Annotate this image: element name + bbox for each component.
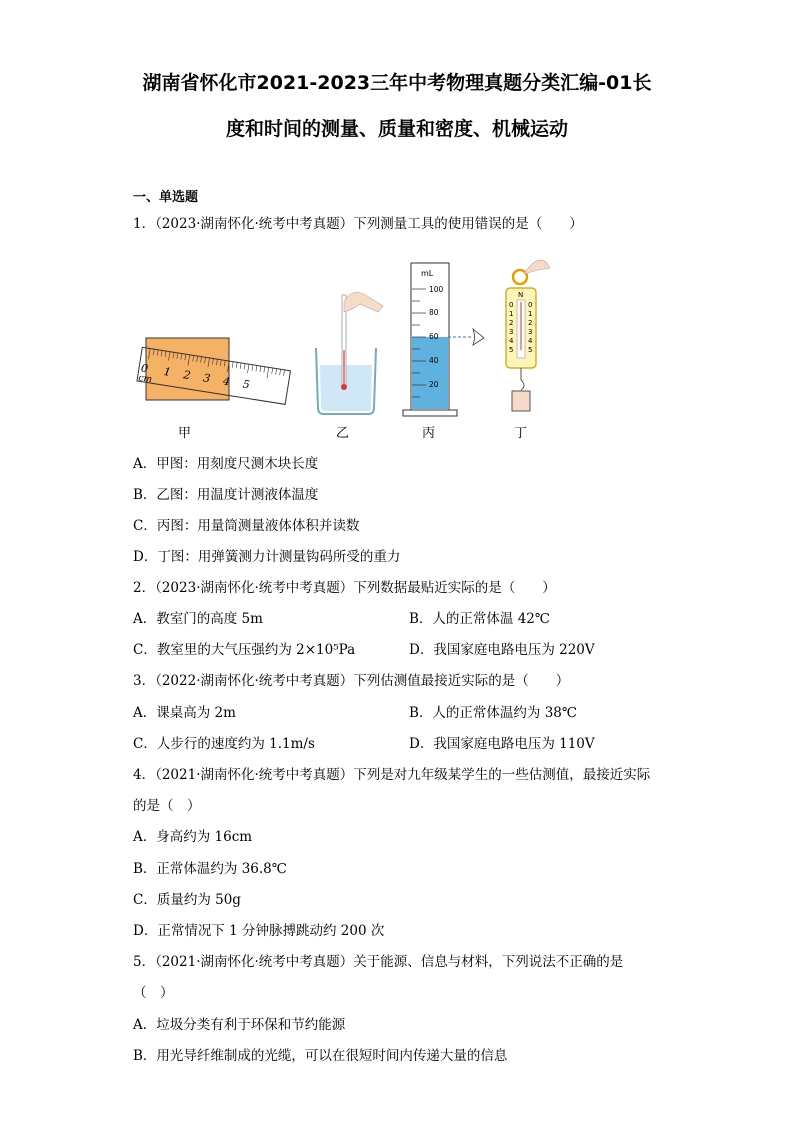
ruler-label-3: 3: [202, 371, 212, 386]
ruler-label-1: 1: [162, 365, 172, 379]
cylinder-tick-40: 40: [429, 356, 439, 365]
scale-unit: N: [518, 291, 524, 299]
cylinder-tick-20: 20: [429, 380, 439, 389]
cylinder-tick-100: 100: [429, 285, 444, 294]
scale-left-2: 2: [509, 319, 514, 327]
doc-title-line2: 度和时间的测量、质量和密度、机械运动: [225, 118, 568, 140]
scale-left-5: 5: [509, 346, 514, 354]
q5-option-a: A．垃圾分类有利于环保和节约能源: [133, 1017, 346, 1033]
hand: [344, 292, 383, 312]
q2-option-b: B．人的正常体温 42℃: [409, 611, 550, 627]
q3-option-a: A．课桌高为 2m: [133, 705, 236, 721]
section-heading: 一、单选题: [133, 190, 199, 205]
q4-stem-line1: 4．（2021·湖南怀化·统考中考真题）下列是对九年级某学生的一些估测值，最接近实际: [133, 767, 651, 783]
label-yi: 乙: [336, 426, 350, 441]
q1-figure: [128, 240, 568, 445]
label-jia: 甲: [178, 426, 192, 441]
q1-stem: 1．（2023·湖南怀化·统考中考真题）下列测量工具的使用错误的是（ ）: [133, 216, 583, 232]
scale-right-4: 4: [528, 337, 533, 345]
q4-option-d: D．正常情况下 1 分钟脉搏跳动约 200 次: [133, 923, 385, 939]
q4-option-a: A．身高约为 16cm: [133, 829, 253, 845]
scale-left-4: 4: [509, 337, 514, 345]
q2-option-c: C．教室里的大气压强约为 2×10⁵Pa: [133, 642, 356, 658]
scale-left-1: 1: [509, 310, 514, 318]
q5-stem-line2: （ ）: [133, 985, 174, 1001]
q2-option-a: A．教室门的高度 5m: [133, 611, 263, 627]
scale-left-3: 3: [509, 328, 514, 336]
ruler-label-4: 4: [222, 374, 231, 389]
q5-stem-line1: 5．（2021·湖南怀化·统考中考真题）关于能源、信息与材料，下列说法不正确的是: [133, 954, 624, 970]
spring-scale: [506, 260, 550, 411]
scale-right-1: 1: [528, 310, 533, 318]
q1-option-b: B．乙图：用温度计测液体温度: [133, 487, 319, 503]
graduated-cylinder: [403, 263, 484, 416]
q1-figure-svg: [128, 240, 568, 445]
q1-option-c: C．丙图：用量筒测量液体体积并读数: [133, 518, 360, 534]
scale-right-3: 3: [528, 328, 533, 336]
eye-icon: [473, 329, 484, 345]
q3-stem: 3．（2022·湖南怀化·统考中考真题）下列估测值最接近实际的是（ ）: [133, 673, 570, 689]
cylinder-tick-60: 60: [429, 332, 439, 341]
q1-option-a: A．甲图：用刻度尺测木块长度: [133, 456, 319, 472]
scale-right-5: 5: [528, 346, 533, 354]
ruler-label-5: 5: [241, 377, 251, 392]
q3-option-c: C．人步行的速度约为 1.1m/s: [133, 736, 315, 752]
cylinder-unit: mL: [421, 269, 434, 278]
q4-option-c: C．质量约为 50g: [133, 892, 241, 908]
label-ding: 丁: [514, 426, 528, 441]
doc-title-line1: 湖南省怀化市2021-2023三年中考物理真题分类汇编-01长: [142, 72, 652, 94]
scale-right-0: 0: [528, 301, 533, 309]
q5-option-b: B．用光导纤维制成的光缆，可以在很短时间内传递大量的信息: [133, 1048, 508, 1064]
hook-weight: [512, 391, 530, 411]
q4-stem-line2: 的是（ ）: [133, 798, 201, 814]
q3-option-d: D．我国家庭电路电压为 110V: [409, 736, 595, 752]
q2-stem: 2．（2023·湖南怀化·统考中考真题）下列数据最贴近实际的是（ ）: [133, 580, 556, 596]
q1-option-d: D．丁图：用弹簧测力计测量钩码所受的重力: [133, 549, 401, 565]
q4-option-b: B．正常体温约为 36.8℃: [133, 861, 287, 877]
q3-option-b: B．人的正常体温约为 38℃: [409, 705, 577, 721]
cylinder-tick-80: 80: [429, 308, 439, 317]
ruler-label-2: 2: [182, 368, 192, 383]
scale-right-2: 2: [528, 319, 533, 327]
scale-left-0: 0: [509, 301, 514, 309]
ruler-unit: cm: [137, 373, 153, 386]
label-bing: 丙: [422, 426, 436, 441]
q2-option-d: D．我国家庭电路电压为 220V: [409, 642, 595, 658]
ruler-label-0: 0: [140, 361, 150, 376]
